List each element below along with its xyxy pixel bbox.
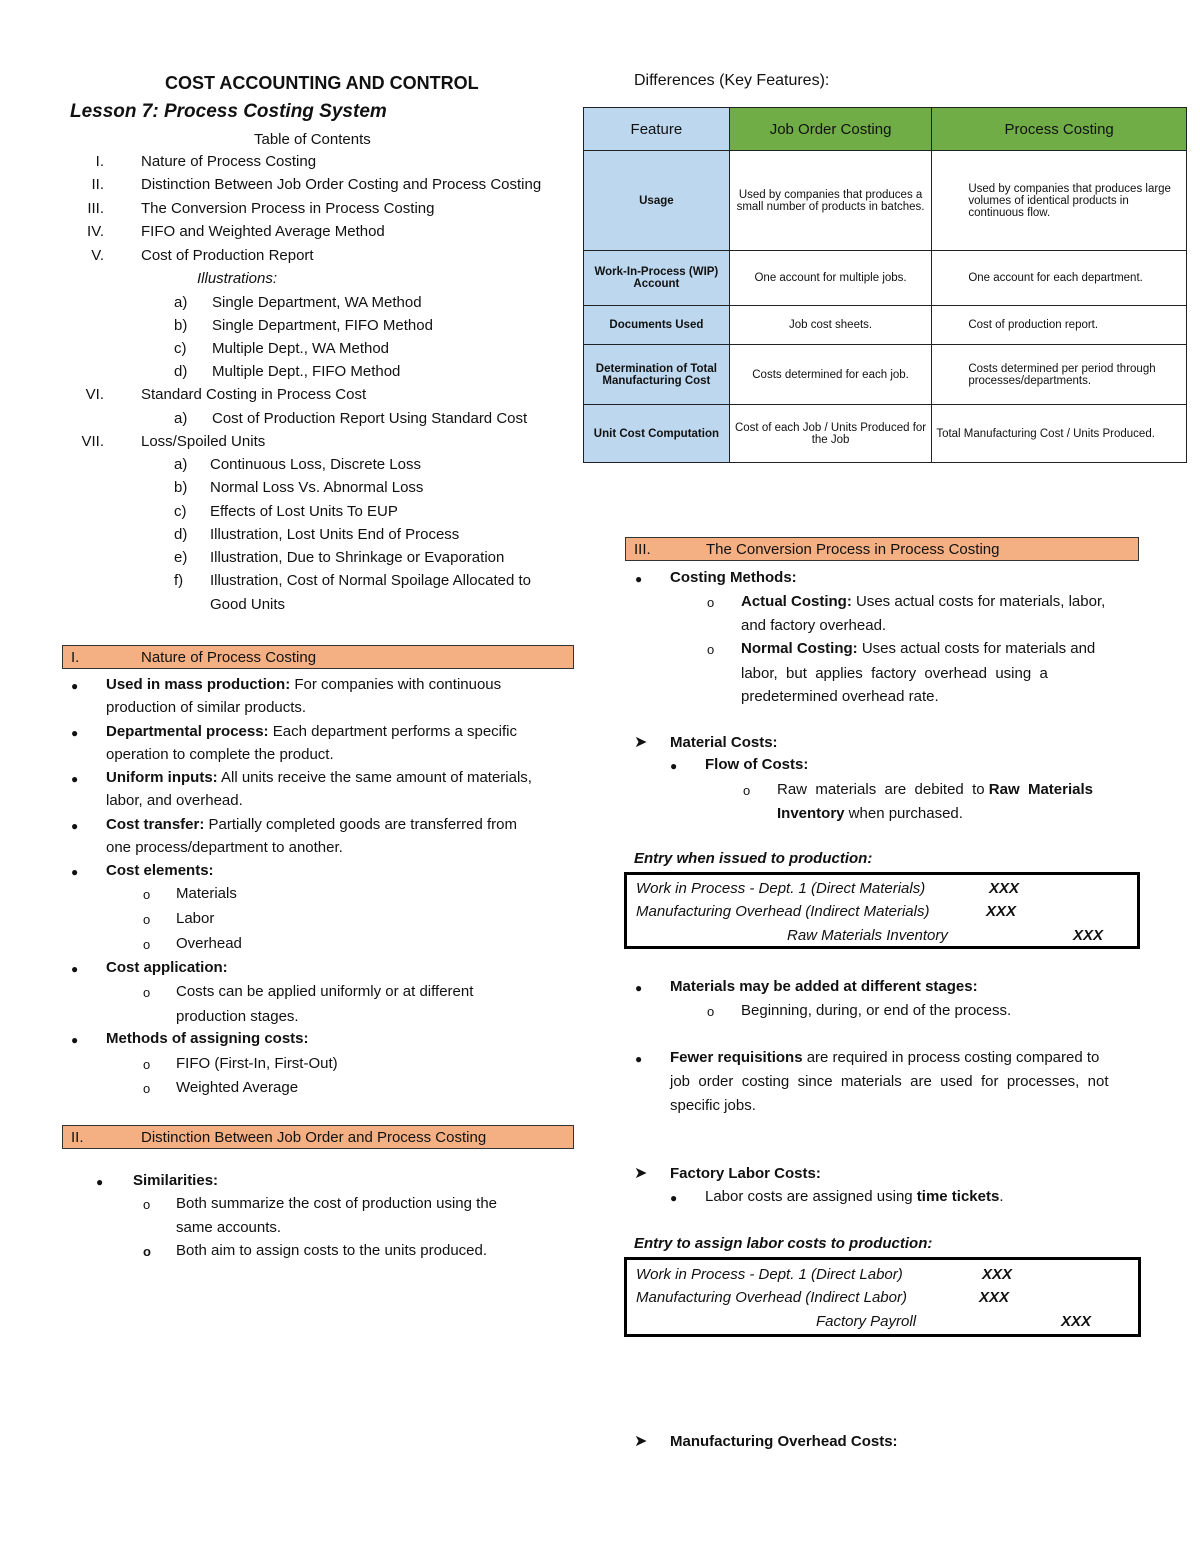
toc-sub-label: Continuous Loss, Discrete Loss bbox=[210, 456, 421, 473]
toc-item-label: Cost of Production Report bbox=[141, 247, 314, 264]
bullet-icon: ● bbox=[635, 981, 643, 995]
toc-sub-label: Good Units bbox=[210, 596, 286, 613]
debit-amount: XXX bbox=[979, 1289, 1010, 1306]
bullet-text: Similarities: bbox=[133, 1172, 219, 1189]
process-cell: Total Manufacturing Cost / Units Produced. bbox=[932, 405, 1187, 463]
bullet-icon: ● bbox=[71, 962, 79, 976]
toc-sub-letter: a) bbox=[174, 410, 188, 427]
toc-item-num: VII. bbox=[81, 433, 104, 450]
table-header-row bbox=[584, 108, 1187, 151]
toc-sub-label: Multiple Dept., FIFO Method bbox=[212, 363, 401, 380]
circle-bullet-icon: o bbox=[143, 1244, 151, 1259]
feature-cell: Usage bbox=[584, 151, 730, 251]
entry-label: Entry to assign labor costs to production: bbox=[634, 1235, 933, 1252]
bullet-icon: ● bbox=[71, 726, 79, 740]
process-cell: One account for each department. bbox=[932, 251, 1187, 306]
process-cell: Used by companies that produces large volumes of identical products in continuous flow. bbox=[932, 151, 1187, 251]
sub-bullet-text: Labor bbox=[176, 910, 215, 927]
toc-item-label: FIFO and Weighted Average Method bbox=[141, 223, 385, 240]
sub-bullet-text: Beginning, during, or end of the process. bbox=[741, 1002, 1012, 1019]
toc-sub-label: Cost of Production Report Using Standard Cost bbox=[212, 410, 528, 427]
toc-sub-letter: b) bbox=[174, 317, 188, 334]
circle-bullet-icon: o bbox=[743, 783, 751, 798]
toc-sub-label: Illustration, Lost Units End of Process bbox=[210, 526, 460, 543]
debit-account: Work in Process - Dept. 1 (Direct Materials) bbox=[636, 880, 926, 897]
section-title: The Conversion Process in Process Costing bbox=[706, 541, 1000, 558]
sub-bullet-text: Materials bbox=[176, 885, 237, 902]
toc-item-num: II. bbox=[91, 176, 104, 193]
debit-account: Work in Process - Dept. 1 (Direct Labor) bbox=[636, 1266, 903, 1283]
feature-cell: Determination of Total Manufacturing Cost bbox=[584, 345, 730, 405]
toc-sub-letter: e) bbox=[174, 549, 188, 566]
arrow-bullet-icon: ➤ bbox=[634, 1433, 648, 1450]
toc-sub-letter: c) bbox=[174, 503, 187, 520]
bullet-continuation: specific jobs. bbox=[670, 1097, 756, 1114]
toc-sub-letter: d) bbox=[174, 363, 188, 380]
bullet-text: Cost application: bbox=[106, 959, 228, 976]
bullet-icon: ● bbox=[635, 1052, 643, 1066]
credit-account: Raw Materials Inventory bbox=[787, 927, 948, 944]
bullet-icon: ● bbox=[71, 1033, 79, 1047]
feature-cell: Work-In-Process (WIP) Account bbox=[584, 251, 730, 306]
bullet-icon: ● bbox=[71, 865, 79, 879]
heading-text: Factory Labor Costs: bbox=[670, 1165, 821, 1182]
process-cell: Cost of production report. bbox=[932, 306, 1187, 345]
toc-item-label: Standard Costing in Process Cost bbox=[141, 386, 367, 403]
circle-bullet-icon: o bbox=[707, 642, 715, 657]
bullet-continuation: one process/department to another. bbox=[106, 839, 343, 856]
job-cell: Cost of each Job / Units Produced for the Job bbox=[729, 405, 932, 463]
bullet-icon: ● bbox=[96, 1175, 104, 1189]
toc-item-num: VI. bbox=[85, 386, 104, 403]
sub-bullet-text: Raw materials are debited to Raw Materials bbox=[777, 781, 1093, 798]
bullet-continuation: job order costing since materials are used for processes, not bbox=[670, 1073, 1109, 1090]
circle-bullet-icon: o bbox=[707, 1004, 715, 1019]
header-process: Process Costing bbox=[932, 108, 1187, 151]
toc-sub-letter: d) bbox=[174, 526, 188, 543]
debit-amount: XXX bbox=[982, 1266, 1013, 1283]
bullet-icon: ● bbox=[71, 819, 79, 833]
circle-bullet-icon: o bbox=[143, 1197, 151, 1212]
toc-item-label: Nature of Process Costing bbox=[141, 153, 317, 170]
toc-sub-letter: a) bbox=[174, 294, 188, 311]
circle-bullet-icon: o bbox=[143, 937, 151, 952]
table-row bbox=[584, 251, 1187, 306]
bullet-text: Fewer requisitions are required in process costing compared to bbox=[670, 1049, 1100, 1066]
entry-label: Entry when issued to production: bbox=[634, 850, 873, 867]
key-features-label: Differences (Key Features): bbox=[634, 72, 830, 89]
bullet-text: Departmental process: Each department performs a specific bbox=[106, 723, 518, 740]
journal-entry-box bbox=[624, 1257, 1141, 1337]
sub-bullet-text: Normal Costing: Uses actual costs for materials and bbox=[741, 640, 1096, 657]
bullet-icon: ● bbox=[670, 759, 678, 773]
lesson-title: Lesson 7: Process Costing System bbox=[70, 101, 387, 122]
features-table bbox=[583, 107, 1187, 463]
section-header-3 bbox=[625, 537, 1139, 561]
bullet-text: Cost elements: bbox=[106, 862, 214, 879]
circle-bullet-icon: o bbox=[143, 1057, 151, 1072]
toc-sub-label: Illustration, Cost of Normal Spoilage Allocated to bbox=[210, 572, 531, 589]
bullet-text: Uniform inputs: All units receive the same amount of materials, bbox=[106, 769, 532, 786]
sub-bullet-text: Actual Costing: Uses actual costs for materials, labor, bbox=[741, 593, 1106, 610]
table-row bbox=[584, 405, 1187, 463]
toc-sub-label: Single Department, FIFO Method bbox=[212, 317, 433, 334]
circle-bullet-icon: o bbox=[707, 595, 715, 610]
bullet-icon: ● bbox=[71, 679, 79, 693]
sub-bullet-continuation: predetermined overhead rate. bbox=[741, 688, 939, 705]
bullet-text: Methods of assigning costs: bbox=[106, 1030, 309, 1047]
sub-bullet-text: Both summarize the cost of production using the bbox=[176, 1195, 498, 1212]
sub-bullet-continuation: Inventory when purchased. bbox=[777, 805, 963, 822]
toc-item-label: Distinction Between Job Order Costing and Process Costing bbox=[141, 176, 542, 193]
document-title: COST ACCOUNTING AND CONTROL bbox=[165, 73, 479, 93]
bullet-continuation: labor, and overhead. bbox=[106, 792, 243, 809]
heading-text: Manufacturing Overhead Costs: bbox=[670, 1433, 898, 1450]
job-cell: Costs determined for each job. bbox=[729, 345, 932, 405]
header-feature: Feature bbox=[584, 108, 730, 151]
toc-item-num: V. bbox=[91, 247, 104, 264]
sub-bullet-text: Both aim to assign costs to the units produced. bbox=[176, 1242, 488, 1259]
section-number: II. bbox=[71, 1129, 84, 1146]
table-row bbox=[584, 306, 1187, 345]
bullet-continuation: operation to complete the product. bbox=[106, 746, 334, 763]
sub-bullet-continuation: production stages. bbox=[176, 1008, 299, 1025]
circle-bullet-icon: o bbox=[143, 912, 151, 927]
bullet-text: Flow of Costs: bbox=[705, 756, 809, 773]
sub-bullet-continuation: same accounts. bbox=[176, 1219, 282, 1236]
toc-item-label: Loss/Spoiled Units bbox=[141, 433, 266, 450]
job-cell: Job cost sheets. bbox=[729, 306, 932, 345]
sub-bullet-text: FIFO (First-In, First-Out) bbox=[176, 1055, 338, 1072]
feature-cell: Documents Used bbox=[584, 306, 730, 345]
sub-bullet-continuation: and factory overhead. bbox=[741, 617, 887, 634]
credit-amount: XXX bbox=[1061, 1313, 1092, 1330]
table-row bbox=[584, 151, 1187, 251]
toc-sub-label: Single Department, WA Method bbox=[212, 294, 422, 311]
debit-account: Manufacturing Overhead (Indirect Materials) bbox=[636, 903, 930, 920]
journal-entry-box bbox=[624, 872, 1140, 949]
feature-cell: Unit Cost Computation bbox=[584, 405, 730, 463]
section-header-2 bbox=[62, 1125, 574, 1149]
bullet-icon: ● bbox=[635, 572, 643, 586]
bullet-icon: ● bbox=[670, 1191, 678, 1205]
header-job-order: Job Order Costing bbox=[729, 108, 932, 151]
bullet-text: Used in mass production: For companies with continuous bbox=[106, 676, 502, 693]
section-number: III. bbox=[634, 541, 651, 558]
sub-bullet-text: Weighted Average bbox=[176, 1079, 299, 1096]
toc-sub-label: Illustration, Due to Shrinkage or Evaporation bbox=[210, 549, 505, 566]
section-header-1 bbox=[62, 645, 574, 669]
arrow-bullet-icon: ➤ bbox=[634, 1165, 648, 1182]
toc-item-num: IV. bbox=[87, 223, 104, 240]
section-number: I. bbox=[71, 649, 80, 666]
heading-text: Material Costs: bbox=[670, 734, 778, 751]
toc-illustrations-label: Illustrations: bbox=[197, 270, 278, 287]
toc-sub-letter: c) bbox=[174, 340, 187, 357]
sub-bullet-text: Costs can be applied uniformly or at different bbox=[176, 983, 474, 1000]
arrow-bullet-icon: ➤ bbox=[634, 734, 648, 751]
job-cell: Used by companies that produces a small number of products in batches. bbox=[729, 151, 932, 251]
toc-sub-letter: b) bbox=[174, 479, 188, 496]
toc-sub-letter: a) bbox=[174, 456, 188, 473]
circle-bullet-icon: o bbox=[143, 985, 151, 1000]
bullet-text: Cost transfer: Partially completed goods are transferred from bbox=[106, 816, 518, 833]
debit-amount: XXX bbox=[986, 903, 1017, 920]
toc-sub-label: Normal Loss Vs. Abnormal Loss bbox=[210, 479, 424, 496]
toc-sub-letter: f) bbox=[174, 572, 184, 589]
bullet-continuation: production of similar products. bbox=[106, 699, 307, 716]
toc-item-label: The Conversion Process in Process Costing bbox=[141, 200, 435, 217]
toc-title: Table of Contents bbox=[254, 131, 371, 148]
section-title: Distinction Between Job Order and Process Costing bbox=[141, 1129, 487, 1146]
bullet-text: Materials may be added at different stages: bbox=[670, 978, 978, 995]
section-title: Nature of Process Costing bbox=[141, 649, 317, 666]
sub-bullet-text: Overhead bbox=[176, 935, 242, 952]
bullet-icon: ● bbox=[71, 772, 79, 786]
credit-account: Factory Payroll bbox=[816, 1313, 917, 1330]
circle-bullet-icon: o bbox=[143, 1081, 151, 1096]
table-row bbox=[584, 345, 1187, 405]
bullet-text: Labor costs are assigned using time tickets. bbox=[705, 1188, 1004, 1205]
toc-sub-label: Multiple Dept., WA Method bbox=[212, 340, 390, 357]
toc-item-num: I. bbox=[95, 153, 104, 170]
toc-sub-label: Effects of Lost Units To EUP bbox=[210, 503, 398, 520]
toc-item-num: III. bbox=[87, 200, 104, 217]
process-cell: Costs determined per period through processes/departments. bbox=[932, 345, 1187, 405]
sub-bullet-continuation: labor, but applies factory overhead using a bbox=[741, 665, 1048, 682]
debit-account: Manufacturing Overhead (Indirect Labor) bbox=[636, 1289, 907, 1306]
debit-amount: XXX bbox=[989, 880, 1020, 897]
job-cell: One account for multiple jobs. bbox=[729, 251, 932, 306]
credit-amount: XXX bbox=[1073, 927, 1104, 944]
bullet-text: Costing Methods: bbox=[670, 569, 797, 586]
circle-bullet-icon: o bbox=[143, 887, 151, 902]
